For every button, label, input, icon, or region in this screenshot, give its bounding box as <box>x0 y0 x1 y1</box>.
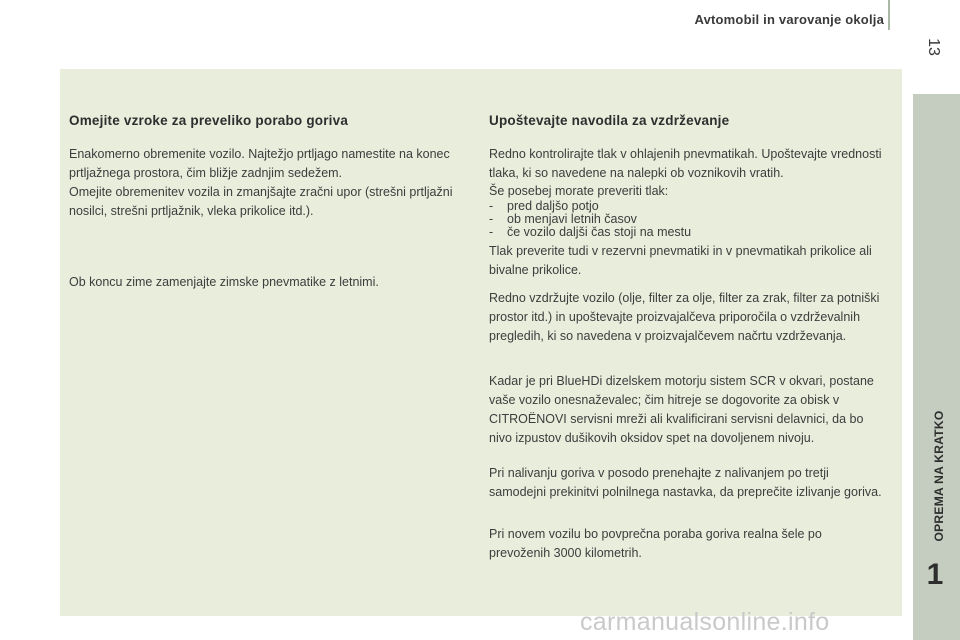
chapter-label: OPREMA NA KRATKO <box>932 410 946 542</box>
right-paragraph-7: Pri novem vozilu bo povprečna poraba goriva realna šele po prevoženih 3000 kilometrih. <box>489 527 822 560</box>
left-heading: Omejite vzroke za preveliko porabo goriva <box>69 113 349 128</box>
list-item: - ob menjavi letnih časov <box>489 212 637 226</box>
pressure-check-list <box>489 200 691 239</box>
chapter-number: 1 <box>926 558 944 591</box>
list-item: - pred daljšo potjo <box>489 199 599 213</box>
content-panel <box>60 69 902 616</box>
left-paragraph-3: Ob koncu zime zamenjajte zimske pnevmatike z letnimi. <box>69 275 379 289</box>
list-item: - če vozilo daljši čas stoji na mestu <box>489 225 692 239</box>
right-paragraph-5: Kadar je pri BlueHDi dizelskem motorju sistem SCR v okvari, postane vaše vozilo onesnaževalec; čim hitreje se dogovorite za obisk v CITROËNOVI servisni mreži ali kvalificirani servisni delavnici, da bo nivo izpustov dušikovih oksidov spet na dovoljenem nivoju. <box>489 374 874 445</box>
right-paragraph-3: Tlak preverite tudi v rezervni pnevmatiki in v pnevmatikah prikolice ali bivalne prikolice. <box>489 244 872 277</box>
running-header-title: Avtomobil in varovanje okolja <box>694 12 884 27</box>
page-number: 13 <box>925 38 942 56</box>
left-paragraph-1: Enakomerno obremenite vozilo. Najtežjo prtljago namestite na konec prtljažnega prostora, čim bližje zadnjim sedežem. <box>69 147 450 180</box>
right-paragraph-1: Redno kontrolirajte tlak v ohlajenih pnevmatikah. Upoštevajte vrednosti tlaka, ki so navedene na nalepki ob voznikovih vratih. <box>489 147 882 180</box>
right-paragraph-4: Redno vzdržujte vozilo (olje, filter za olje, filter za zrak, filter za potniški prostor itd.) in upoštevajte proizvajalčeva priporočila o vzdrževalnih pregledih, ki so navedena v proizvajalčevem načrtu vzdrževanja. <box>489 291 880 343</box>
right-heading: Upoštevajte navodila za vzdrževanje <box>489 113 730 128</box>
left-paragraph-2: Omejite obremenitev vozila in zmanjšajte zračni upor (strešni prtljažni nosilci, strešni prtljažnik, vleka prikolice itd.). <box>69 185 453 218</box>
header-divider <box>888 0 890 30</box>
watermark-text: carmanualsonline.info <box>580 608 830 636</box>
right-paragraph-2-intro: Še posebej morate preveriti tlak: <box>489 184 669 198</box>
right-paragraph-6: Pri nalivanju goriva v posodo prenehajte z nalivanjem po tretji samodejni prekinitvi polnilnega nastavka, da preprečite izlivanje goriva. <box>489 466 882 499</box>
